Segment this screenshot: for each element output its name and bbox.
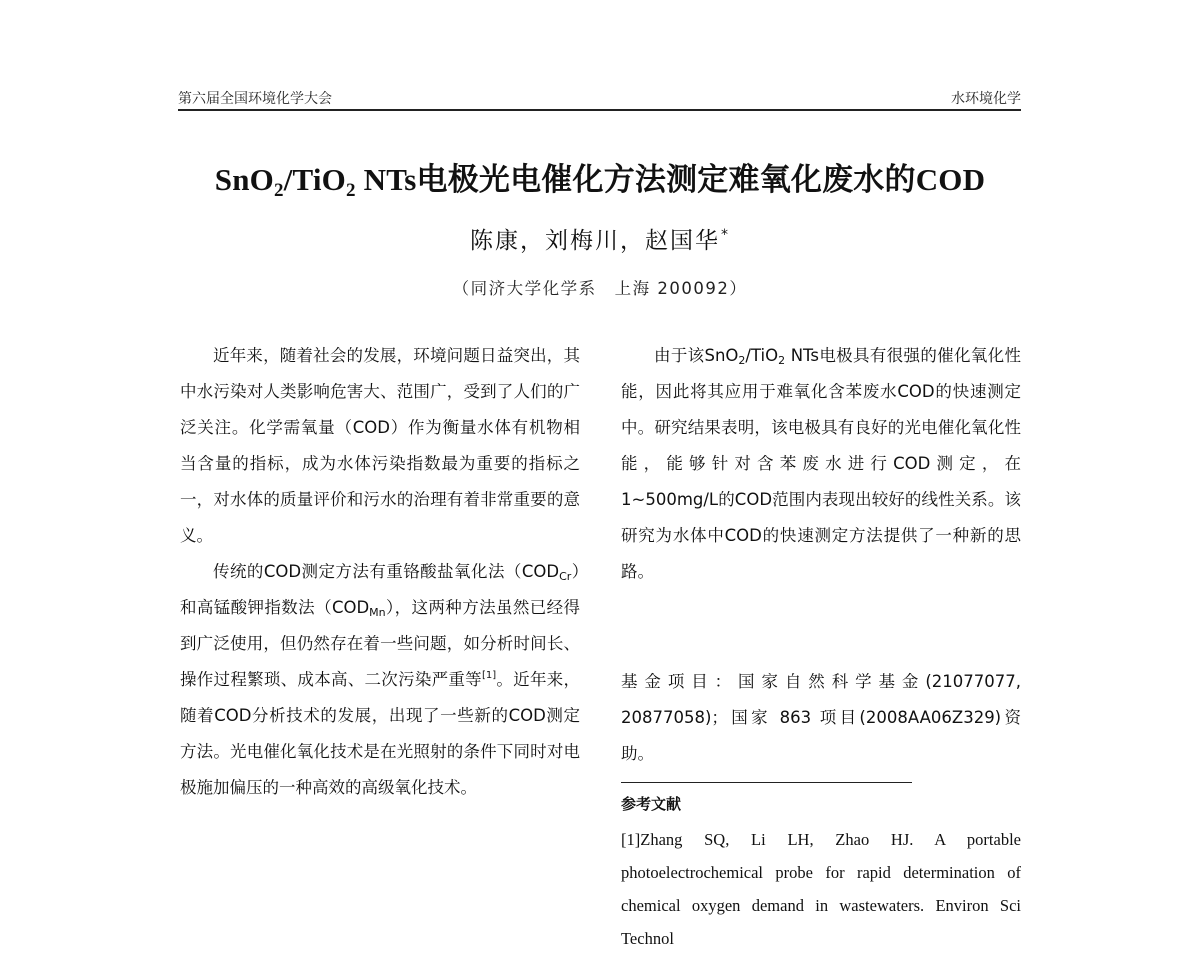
references-divider xyxy=(621,782,912,783)
title-part: SnO xyxy=(214,162,274,197)
citation-link[interactable]: [1] xyxy=(481,670,497,681)
subscript: 2 xyxy=(738,354,746,367)
author-names: 陈康，刘梅川，赵国华 xyxy=(470,228,720,254)
paragraph-results xyxy=(621,338,1021,590)
subscript: Mn xyxy=(369,606,386,619)
text-run: 。近年来，随着COD分析技术的发展，出现了一些新的COD测定方法。光电催化氧化技术是在光照射的条件下同时对电极施加偏压的一种高效的高级氧化技术。 xyxy=(180,670,581,797)
text-run: /TiO xyxy=(745,346,779,365)
left-column xyxy=(180,338,580,806)
text-run: 传统的COD测定方法有重铬酸盐氧化法（COD xyxy=(213,562,560,581)
text-run: 由于该SnO xyxy=(654,346,739,365)
header-divider xyxy=(178,109,1021,111)
references-heading: 参考文献 xyxy=(621,795,682,813)
paragraph-methods xyxy=(180,554,580,806)
section-name: 水环境化学 xyxy=(951,91,1021,107)
text-run: NTs电极具有很强的催化氧化性能，因此将其应用于难氧化含苯废水COD的快速测定中。研究结果表明，该电极具有良好的光电催化氧化性能，能够针对含苯废水进行COD测定，在 1~500mg/L的COD范围内表现出较好的线性关系。该研究为水体中COD的快速测定方法提供了一种新的思路。 xyxy=(621,346,1021,581)
title-subscript: 2 xyxy=(274,180,284,201)
running-header xyxy=(178,86,1021,106)
right-column xyxy=(621,338,1021,590)
text-run: ），这两种方法虽然已经得到广泛使用，但仍然存在着一些问题，如分析时间长、操作过程繁琐、成本高、二次污染严重等 xyxy=(180,598,580,689)
title-part: NTs电极光电催化方法测定难氧化废水的COD xyxy=(355,162,986,197)
paper-title xyxy=(0,154,1200,199)
paragraph-intro: 近年来，随着社会的发展，环境问题日益突出，其中水污染对人类影响危害大、范围广，受到了人们的广泛关注。化学需氧量（COD）作为衡量水体有机物相当含量的指标，成为水体污染指数最为重要的指标之一，对水体的质量评价和污水的治理有着非常重要的意义。 xyxy=(180,346,580,545)
text-run: ）和高锰酸钾指数法（COD xyxy=(180,562,580,617)
title-part: /TiO xyxy=(283,162,346,197)
conference-name: 第六届全国环境化学大会 xyxy=(178,91,332,107)
affiliation: （同济大学化学系 上海 200092） xyxy=(452,279,748,298)
corresponding-author-mark: * xyxy=(721,227,730,243)
subscript: Cr xyxy=(559,570,572,583)
funding-note: 基金项目：国家自然科学基金(21077077, 20877058)；国家 863 项目(2008AA06Z329)资助。 xyxy=(621,672,1021,763)
subscript: 2 xyxy=(778,354,786,367)
reference-item: [1]Zhang SQ, Li LH, Zhao HJ. A portable photoelectrochemical probe for rapid determination of chemical oxygen demand in wastewaters. Environ Sci Technol xyxy=(621,830,1021,948)
title-subscript: 2 xyxy=(345,180,356,201)
author-list xyxy=(0,222,1200,255)
